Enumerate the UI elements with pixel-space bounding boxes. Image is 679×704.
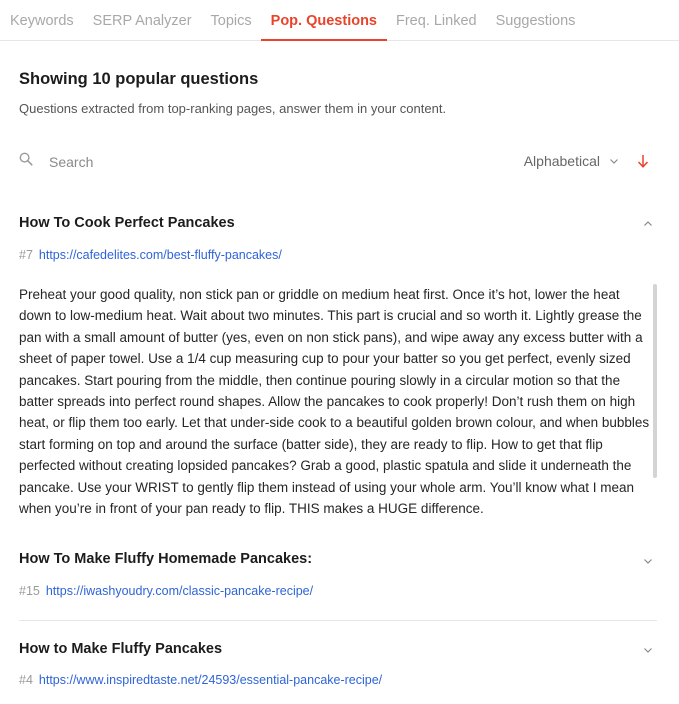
answer-scrollbar[interactable] xyxy=(653,284,657,478)
chevron-up-icon[interactable] xyxy=(643,219,653,229)
question-title[interactable]: How To Cook Perfect Pancakes xyxy=(19,215,235,231)
search-bar xyxy=(19,152,249,171)
question-rank: #4 xyxy=(19,673,33,687)
tab-topics[interactable]: Topics xyxy=(210,13,252,29)
question-title[interactable]: How to Make Fluffy Pancakes xyxy=(19,641,223,657)
question-url-link[interactable]: https://cafedelites.com/best-fluffy-pancakes/ xyxy=(38,248,282,262)
chevron-down-icon[interactable] xyxy=(643,645,653,655)
question-source xyxy=(19,673,382,687)
chevron-down-icon[interactable] xyxy=(643,556,653,566)
tab-suggestions[interactable]: Suggestions xyxy=(495,13,576,29)
question-source xyxy=(19,248,282,262)
sort-dropdown[interactable]: Alphabetical xyxy=(523,153,600,169)
divider xyxy=(19,620,657,621)
tab-serp-analyzer[interactable]: SERP Analyzer xyxy=(92,13,192,29)
question-source xyxy=(19,584,313,598)
search-input[interactable] xyxy=(49,154,249,170)
search-icon xyxy=(19,152,33,171)
page-subtitle: Questions extracted from top-ranking pages, answer them in your content. xyxy=(19,101,447,116)
sort-control xyxy=(524,153,649,169)
question-url-link[interactable]: https://www.inspiredtaste.net/24593/essential-pancake-recipe/ xyxy=(38,673,383,687)
tab-bar xyxy=(0,0,679,41)
tab-keywords[interactable]: Keywords xyxy=(10,13,74,29)
sort-direction-arrow-icon[interactable] xyxy=(637,154,649,168)
tab-freq-linked[interactable]: Freq. Linked xyxy=(396,13,477,29)
chevron-down-icon[interactable] xyxy=(609,156,619,166)
question-url-link[interactable]: https://iwashyoudry.com/classic-pancake-recipe/ xyxy=(45,584,314,598)
answer-panel xyxy=(19,284,659,529)
answer-text: Preheat your good quality, non stick pan or griddle on medium heat first. Once it’s hot, lower the heat down to low-medium heat. Wait about two minutes. This part is crucial and so worth it. Lightly grease the pan with a small amount of butter (yes, even on non stick pans), and wipe away any excess butter with a sheet of paper towel. Use a 1/4 cup measuring cup to pour your batter so you get perfect, evenly sized pancakes. Start pouring from the middle, then continue pouring slowly in a circular motion so that the batter spreads into perfect round shapes. Allow the pancakes to cook properly! Don’t rush them on high heat, or flip them too early. Let that under-side cook to a beautiful golden brown colour, and when bubbles start forming on top and around the surface (batter side), they are ready to flip. How to get that flip perfected without creating lopsided pancakes? Grab a good, plastic spatula and slide it underneath the pancake. Use your WRIST to gently flip them instead of using your whole arm. You’ll know what I mean when you’re in front of your pan ready to flip. THIS makes a HUGE difference. xyxy=(19,287,650,517)
question-rank: #7 xyxy=(19,248,33,262)
page-title: Showing 10 popular questions xyxy=(19,70,259,88)
question-rank: #15 xyxy=(19,584,40,598)
question-title[interactable]: How To Make Fluffy Homemade Pancakes: xyxy=(19,551,313,567)
tab-pop-questions[interactable]: Pop. Questions xyxy=(261,0,387,41)
